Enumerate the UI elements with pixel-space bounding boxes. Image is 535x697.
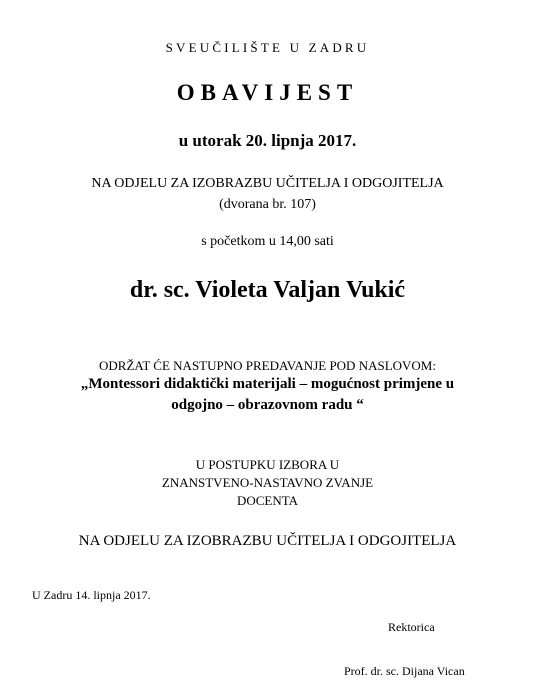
place-date: U Zadru 14. lipnja 2017. [32,588,151,602]
signature-name: Prof. dr. sc. Dijana Vican [344,664,465,678]
event-department: NA ODJELU ZA IZOBRAZBU UČITELJA I ODGOJITELJA [91,176,444,191]
lecture-intro: ODRŽAT ĆE NASTUPNO PREDAVANJE POD NASLOVOM: [99,358,436,373]
speaker-name: dr. sc. Violeta Valjan Vukić [129,277,406,303]
lecture-title-line-1: „Montessori didaktički materijali – mogućnost primjene u [80,376,455,392]
procedure-line-3: DOCENTA [236,493,299,508]
event-hall: (dvorana br. 107) [219,197,316,212]
procedure-line-1: U POSTUPKU IZBORA U [195,457,340,472]
event-start-time: s početkom u 14,00 sati [201,234,334,249]
notice-title: OBAVIJEST [176,80,359,105]
appointment-department: NA ODJELU ZA IZOBRAZBU UČITELJA I ODGOJITELJA [78,533,457,549]
lecture-title-line-2: odgojno – obrazovnom radu “ [171,397,364,413]
university-name: SVEUČILIŠTE U ZADRU [165,40,370,55]
procedure-line-2: ZNANSTVENO-NASTAVNO ZVANJE [161,475,374,490]
signature-title: Rektorica [388,620,435,634]
event-date: u utorak 20. lipnja 2017. [178,131,357,150]
